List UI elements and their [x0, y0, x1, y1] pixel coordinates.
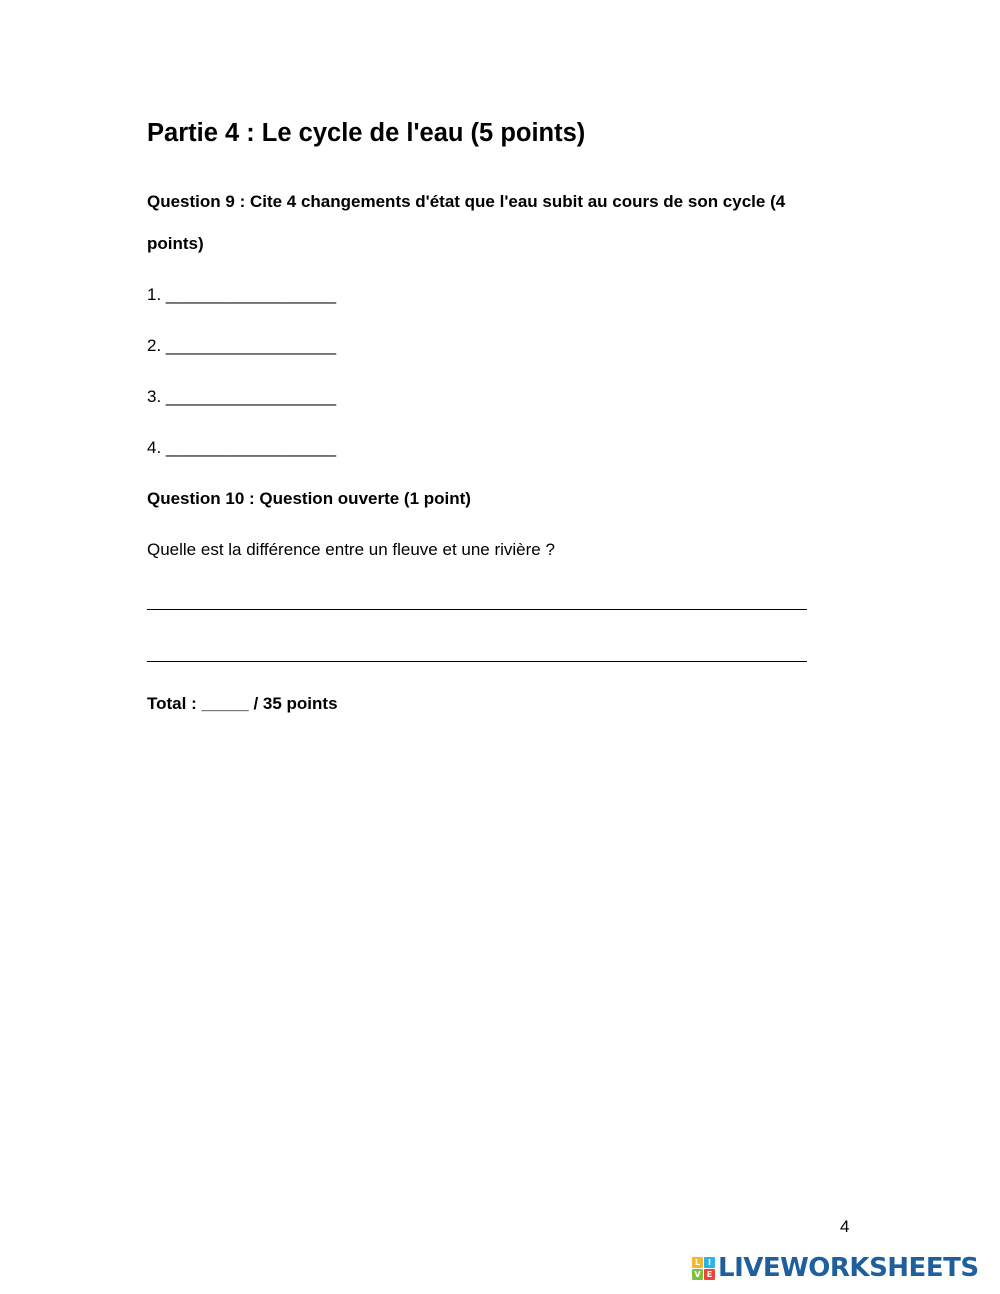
- question-9-title-line-1: Question 9 : Cite 4 changements d'état que l'eau subit au cours de son cycle (4: [147, 192, 786, 211]
- answer-item-3[interactable]: 3. __________________: [147, 387, 337, 406]
- open-answer-line-1[interactable]: [147, 609, 807, 610]
- question-9-title-line-2: points): [147, 234, 204, 253]
- answer-item-2[interactable]: 2. __________________: [147, 336, 337, 355]
- page-number: 4: [840, 1217, 850, 1236]
- liveworksheets-brand: [692, 1252, 979, 1284]
- total-score: Total : _____ / 35 points: [147, 694, 338, 713]
- answer-item-4[interactable]: 4. __________________: [147, 438, 337, 457]
- question-10-prompt: Quelle est la différence entre un fleuve et une rivière ?: [147, 540, 555, 559]
- open-answer-line-2[interactable]: [147, 661, 807, 662]
- liveworksheets-logo-icon: [692, 1257, 715, 1280]
- logo-tile-e: E: [704, 1269, 715, 1280]
- answer-item-1[interactable]: 1. __________________: [147, 285, 337, 304]
- logo-tile-l: L: [692, 1257, 703, 1268]
- logo-tile-i: I: [704, 1257, 715, 1268]
- question-10-title: Question 10 : Question ouverte (1 point): [147, 489, 471, 508]
- page-heading: Partie 4 : Le cycle de l'eau (5 points): [147, 119, 586, 147]
- logo-tile-v: V: [692, 1269, 703, 1280]
- brand-wordmark: LIVEWORKSHEETS: [718, 1253, 979, 1283]
